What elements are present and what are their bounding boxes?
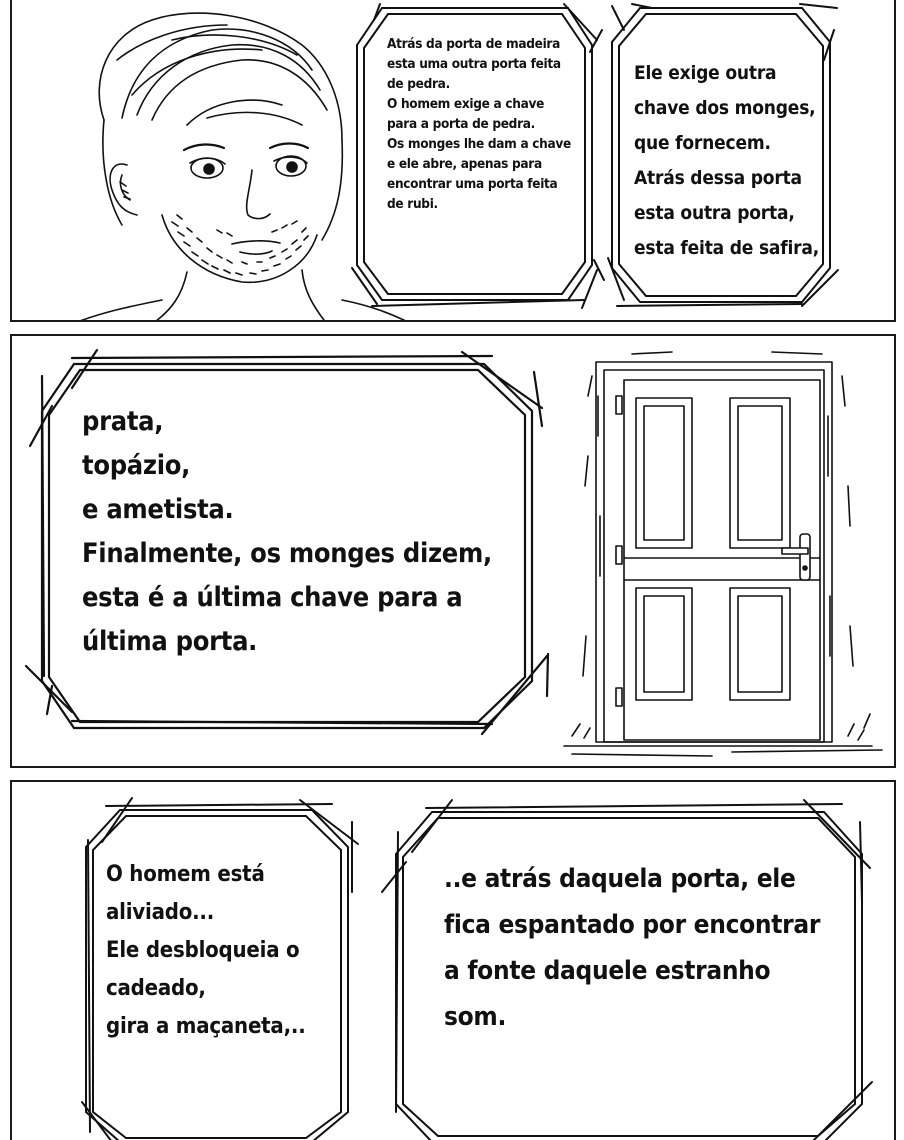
caption-line: O homem exige a chave: [387, 96, 545, 112]
caption-line: O homem está: [106, 862, 265, 887]
caption-line: cadeado,: [106, 976, 206, 1001]
caption-box-3b: [444, 856, 820, 1040]
caption-line: esta é a última chave para a: [82, 582, 463, 613]
caption-line: topázio,: [82, 450, 191, 481]
caption-line: aliviado...: [106, 900, 215, 925]
caption-line: Atrás dessa porta: [634, 167, 802, 189]
panel-2: [10, 334, 896, 768]
caption-line: esta uma outra porta feita: [387, 56, 561, 72]
caption-line: encontrar uma porta feita: [387, 176, 558, 192]
caption-line: prata,: [82, 406, 164, 437]
caption-line: e ele abre, apenas para: [387, 156, 542, 172]
caption-line: fica espantado por encontrar: [444, 910, 821, 940]
caption-line: para a porta de pedra.: [387, 116, 535, 132]
caption-line: Ele exige outra: [634, 62, 777, 84]
caption-line: a fonte daquele estranho: [444, 956, 771, 986]
panel-1: [10, 0, 896, 322]
caption-line: Atrás da porta de madeira: [387, 36, 561, 52]
caption-line: gira a maçaneta,..: [106, 1014, 306, 1039]
caption-line: esta feita de safira,: [634, 237, 819, 259]
caption-line: Ele desbloqueia o: [106, 938, 300, 963]
door-illustration: [12, 336, 896, 768]
caption-line: chave dos monges,: [634, 97, 816, 119]
caption-line: de rubi.: [387, 196, 438, 212]
caption-line: última porta.: [82, 626, 258, 657]
panel-3: [10, 780, 896, 1140]
caption-line: que fornecem.: [634, 132, 771, 154]
caption-line: som.: [444, 1002, 507, 1032]
caption-line: ..e atrás daquela porta, ele: [444, 864, 796, 894]
caption-box-1b: [634, 56, 819, 266]
caption-line: esta outra porta,: [634, 202, 795, 224]
caption-line: Os monges lhe dam a chave: [387, 136, 571, 152]
caption-line: de pedra.: [387, 76, 450, 92]
caption-line: e ametista.: [82, 494, 234, 525]
caption-line: Finalmente, os monges dizem,: [82, 538, 492, 569]
